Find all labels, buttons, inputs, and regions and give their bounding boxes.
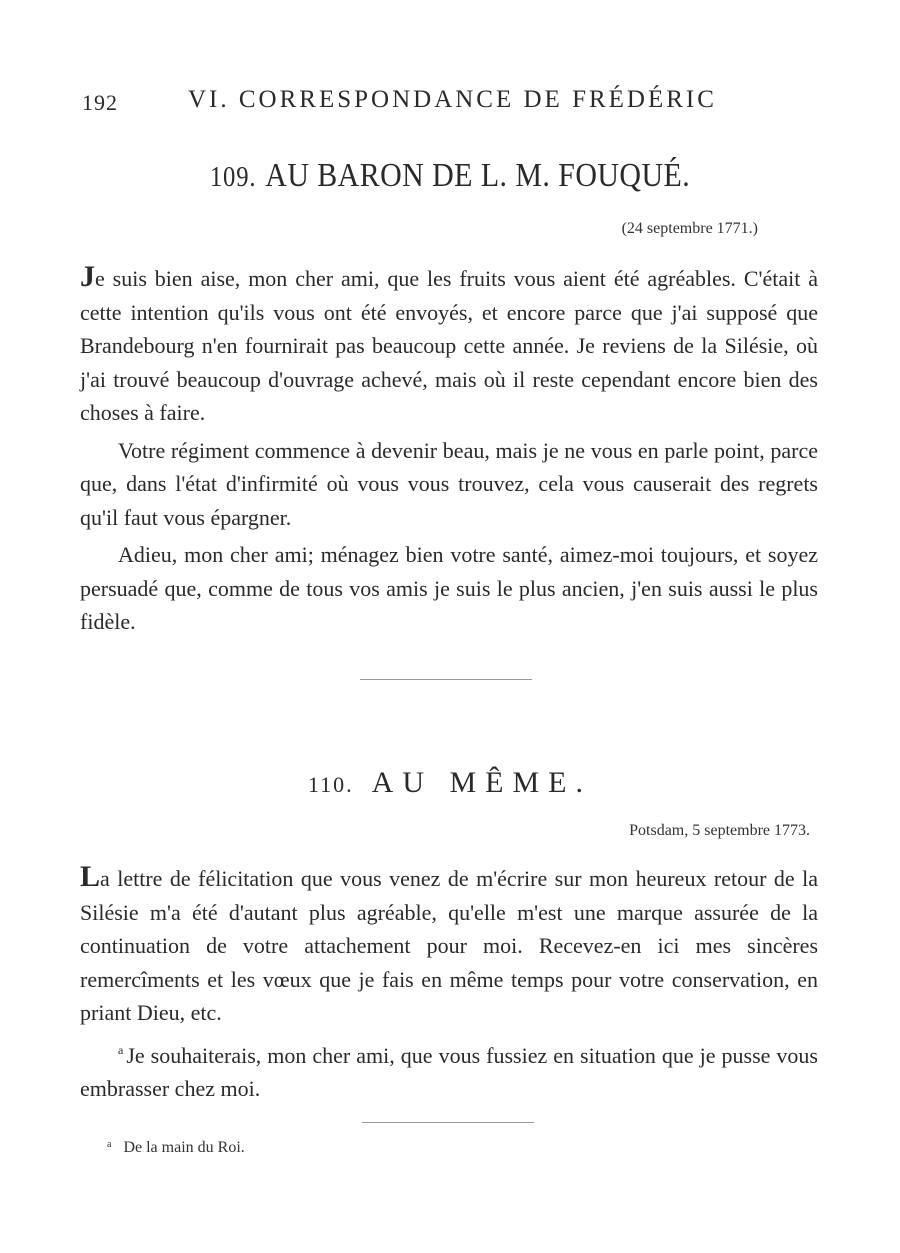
letter-109-title xyxy=(54,157,846,195)
running-head: VI. CORRESPONDANCE DE FRÉDÉRIC xyxy=(188,86,717,113)
footnote-divider xyxy=(362,1122,534,1123)
letter-109-dateline: (24 septembre 1771.) xyxy=(621,220,758,237)
paragraph: $^a$ Je souhaiterais, mon cher ami, que vous fussiez en situation que je pusse vous embrasser chez moi. xyxy=(80,1042,818,1101)
letter-110-title xyxy=(0,766,900,800)
letter-number: 109. xyxy=(209,162,257,193)
footnote xyxy=(107,1139,245,1157)
footnote-text: De la main du Roi. xyxy=(123,1139,245,1156)
drop-cap: J xyxy=(80,260,95,293)
letter-number: 110. xyxy=(307,772,354,797)
letter-heading: AU BARON DE L. M. FOUQUÉ. xyxy=(265,157,691,194)
letter-110-dateline: Potsdam, 5 septembre 1773. xyxy=(629,822,810,839)
section-divider xyxy=(360,679,532,680)
page-number: 192 xyxy=(82,90,118,115)
letter-heading: AU MÊME. xyxy=(371,766,593,799)
footnote-reference: a xyxy=(118,1042,124,1057)
footnote-marker: a xyxy=(107,1139,112,1150)
paragraph: Votre régiment commence à devenir beau, mais je ne vous en parle point, parce que, dans l'état d'infirmité où vous vous trouvez, cela vous causerait des regrets qu'il faut vous épargner. xyxy=(80,437,818,530)
paragraph: La lettre de félicitation que vous venez de m'écrire sur mon heureux retour de la Silésie m'a été d'autant plus agréable, qu'elle m'est une marque assurée de la continuation de votre attachement pour moi. Recevez-en ici mes sincères remercîments et les vœux que je fais en même temps pour votre conservation, en priant Dieu, etc. xyxy=(80,860,818,1025)
letter-109-body xyxy=(80,262,818,639)
paragraph: Adieu, mon cher ami; ménagez bien votre santé, aimez-moi toujours, et soyez persuadé que, comme de tous vos amis je suis le plus ancien, j'en suis aussi le plus fidèle. xyxy=(80,542,818,634)
drop-cap: L xyxy=(80,860,101,893)
letter-110-body xyxy=(80,862,818,1106)
paragraph: Je suis bien aise, mon cher ami, que les fruits vous aient été agréables. C'était à cette intention qu'ils vous ont été envoyés, et encore parce que j'ai supposé que Brandebourg n'en fournirait pas beaucoup cette année. Je reviens de la Silésie, où j'ai trouvé beaucoup d'ouvrage achevé, mais où il reste cependant encore bien des choses à faire. xyxy=(80,260,818,425)
